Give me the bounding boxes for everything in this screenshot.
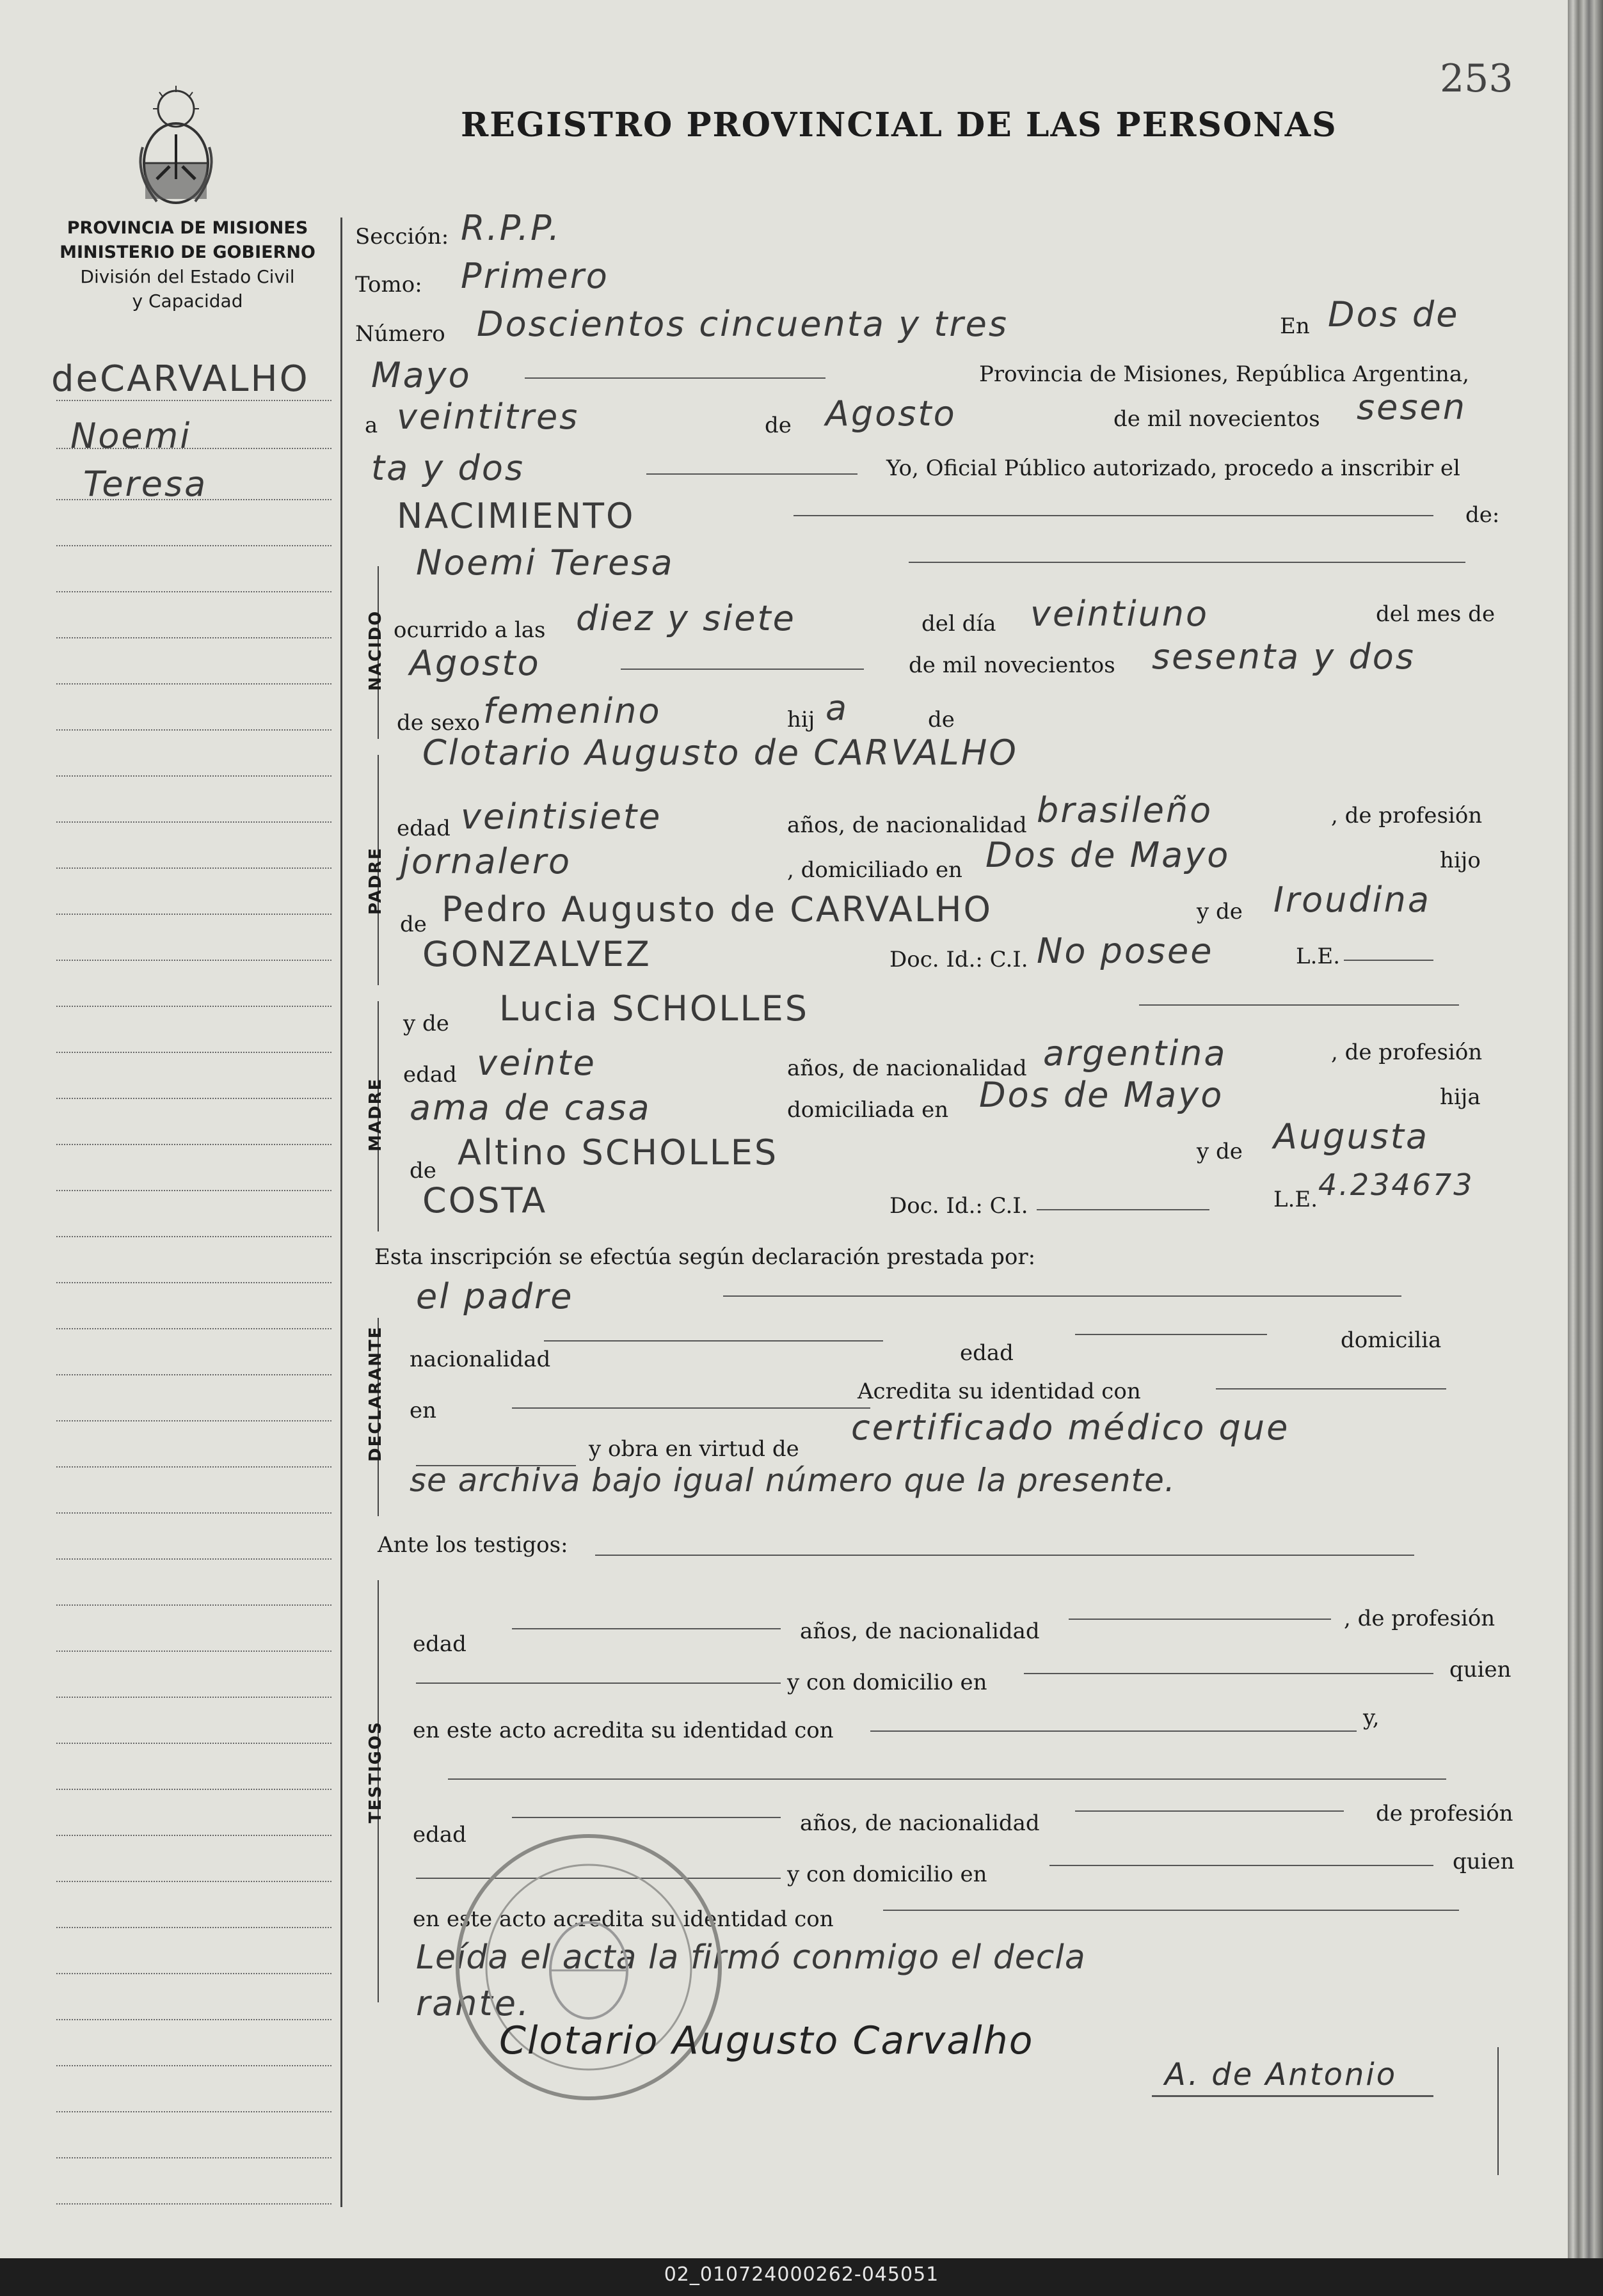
page-title: REGISTRO PROVINCIAL DE LAS PERSONAS — [461, 106, 1337, 145]
value-abuela-m-a: Augusta — [1273, 1116, 1430, 1157]
official-seal-icon — [448, 1826, 730, 2108]
margin-rule — [56, 545, 331, 546]
label-t-acredita: en este acto acredita su identidad con — [413, 1718, 834, 1743]
margin-rule — [56, 2157, 331, 2158]
coat-of-arms-icon — [131, 83, 221, 211]
value-madre-nombre: Lucia SCHOLLES — [499, 988, 809, 1029]
label-t-dom: y con domicilio en — [787, 1670, 987, 1695]
margin-rule — [56, 1052, 331, 1053]
value-lugar: Mayo — [371, 355, 472, 395]
label-de: de — [765, 413, 792, 438]
margin-rule — [56, 1466, 331, 1468]
label-t-quien: quien — [1449, 1657, 1511, 1682]
page-number: 253 — [1440, 56, 1513, 101]
value-tomo: Primero — [461, 256, 609, 296]
label-doc-id: Doc. Id.: C.I. — [889, 947, 1028, 972]
value-seccion: R.P.P. — [461, 208, 562, 248]
label-t2-prof: de profesión — [1376, 1801, 1513, 1826]
value-madre-le: 4.234673 — [1318, 1168, 1474, 1202]
margin-rule — [56, 1835, 331, 1836]
label-en-2: en — [410, 1398, 437, 1423]
value-madre-dom: Dos de Mayo — [979, 1075, 1224, 1115]
margin-rule — [56, 914, 331, 915]
value-madre-edad: veinte — [477, 1043, 596, 1083]
margin-rule — [56, 960, 331, 961]
value-declarante: el padre — [416, 1276, 574, 1317]
margin-rule — [56, 1190, 331, 1191]
label-tomo: Tomo: — [355, 272, 422, 297]
value-abuela-m-b: COSTA — [422, 1180, 548, 1221]
margin-rule — [56, 775, 331, 777]
label-del-mes-de: del mes de — [1376, 601, 1495, 627]
value-obra-b: se archiva bajo igual número que la presente. — [410, 1462, 1176, 1499]
label-de-colon: de: — [1465, 502, 1500, 528]
margin-rule — [56, 1604, 331, 1606]
label-y-de-2: y de — [403, 1011, 449, 1036]
value-sexo: femenino — [483, 691, 662, 731]
section-declarante: DECLARANTE — [366, 1326, 385, 1462]
signature-declarante: Clotario Augusto Carvalho — [499, 2018, 1034, 2063]
value-anio-a: sesen — [1357, 387, 1467, 427]
label-domicilia: domicilia — [1341, 1327, 1442, 1353]
label-t-edad: edad — [413, 1631, 467, 1657]
value-padre-prof: jornalero — [400, 841, 572, 882]
label-anos-nac: años, de nacionalidad — [787, 812, 1027, 838]
label-seccion: Sección: — [355, 224, 449, 249]
margin-rule — [56, 821, 331, 823]
margin-rule — [56, 1651, 331, 1652]
value-mes: Agosto — [825, 393, 957, 434]
value-anio-b: ta y dos — [371, 448, 525, 488]
value-cierre-a: Leída el acta la firmó conmigo el decla — [416, 1938, 1086, 1977]
margin-divider — [340, 218, 342, 2207]
authority-line-3: División del Estado Civil — [80, 266, 295, 287]
label-le: L.E. — [1296, 944, 1341, 969]
label-edad-3: edad — [960, 1340, 1014, 1366]
label-de-mil-novecientos-2: de mil novecientos — [909, 653, 1115, 678]
label-de-4: de — [410, 1158, 436, 1184]
authority-line-4: y Capacidad — [132, 290, 243, 312]
margin-rule — [56, 1743, 331, 1744]
label-a: a — [365, 413, 378, 438]
label-numero: Número — [355, 321, 445, 347]
margin-rule — [56, 729, 331, 731]
label-t2-edad: edad — [413, 1822, 467, 1848]
margin-rule — [56, 867, 331, 869]
label-y-de: y de — [1197, 899, 1243, 924]
section-nacido: NACIDO — [366, 610, 385, 691]
value-dia-nac: veintiuno — [1030, 594, 1209, 634]
margin-rule — [56, 1512, 331, 1514]
authority-line-2: MINISTERIO DE GOBIERNO — [60, 242, 315, 262]
value-numero: Doscientos cincuenta y tres — [477, 304, 1009, 344]
margin-rule — [56, 683, 331, 685]
margin-surname: deCARVALHO — [51, 358, 310, 400]
label-edad-2: edad — [403, 1062, 457, 1088]
margin-rule — [56, 1789, 331, 1790]
label-de-3: de — [400, 912, 427, 937]
label-t2-quien: quien — [1453, 1849, 1515, 1874]
margin-rule — [56, 1328, 331, 1329]
margin-rule — [56, 448, 331, 449]
value-padre-dom: Dos de Mayo — [985, 835, 1231, 875]
label-t2-dom: y con domicilio en — [787, 1862, 987, 1887]
margin-rule — [56, 1236, 331, 1237]
label-de-profesion: , de profesión — [1331, 803, 1483, 828]
label-provincia: Provincia de Misiones, República Argentina, — [979, 361, 1469, 387]
label-de-mil-novecientos: de mil novecientos — [1113, 406, 1320, 432]
value-obra-a: certificado médico que — [851, 1407, 1290, 1448]
margin-name-2: Teresa — [83, 464, 208, 504]
label-obra: y obra en virtud de — [589, 1436, 799, 1462]
label-ante: Ante los testigos: — [378, 1532, 568, 1558]
margin-rule — [56, 2065, 331, 2066]
margin-rule — [56, 1006, 331, 1007]
margin-rule — [56, 591, 331, 592]
label-t2-anos: años, de nacionalidad — [800, 1810, 1040, 1836]
margin-rule — [56, 637, 331, 638]
value-padre-nombre: Clotario Augusto de CARVALHO — [422, 732, 1018, 773]
margin-rule — [56, 1374, 331, 1375]
value-acto: NACIMIENTO — [397, 496, 635, 536]
label-hija: hija — [1440, 1084, 1481, 1110]
margin-rule — [56, 1697, 331, 1698]
label-hijo: hijo — [1440, 848, 1481, 873]
label-anos-nac-2: años, de nacionalidad — [787, 1056, 1027, 1081]
section-testigos: TESTIGOS — [366, 1721, 385, 1823]
label-t-prof: , de profesión — [1344, 1606, 1495, 1631]
margin-rule — [56, 2111, 331, 2112]
label-ocurrido: ocurrido a las — [394, 617, 546, 643]
label-t-anos: años, de nacionalidad — [800, 1619, 1040, 1644]
label-de-2: de — [928, 707, 955, 732]
value-abuela-p-b: GONZALVEZ — [422, 934, 651, 974]
label-le-2: L.E. — [1273, 1187, 1318, 1212]
label-yo-oficial: Yo, Oficial Público autorizado, procedo a inscribir el — [886, 455, 1460, 481]
margin-rule — [56, 1881, 331, 1882]
book-page-edges — [1568, 0, 1603, 2258]
value-nombre: Noemi Teresa — [416, 542, 674, 583]
margin-rule — [56, 2203, 331, 2205]
label-de-profesion-2: , de profesión — [1331, 1040, 1483, 1065]
label-del-dia: del día — [921, 611, 996, 637]
value-mes-nac: Agosto — [410, 643, 541, 683]
value-abuela-p-a: Iroudina — [1273, 880, 1431, 920]
label-de-sexo: de sexo — [397, 710, 480, 736]
label-t-y: y, — [1363, 1705, 1380, 1730]
value-anio-nac: sesenta y dos — [1152, 637, 1416, 677]
label-en: En — [1280, 313, 1310, 339]
value-en: Dos de — [1328, 294, 1460, 335]
value-madre-nac: argentina — [1043, 1033, 1227, 1073]
label-t2-acredita: en este acto acredita su identidad con — [413, 1906, 834, 1932]
label-nacionalidad: nacionalidad — [410, 1347, 551, 1372]
margin-rule — [56, 400, 331, 401]
margin-rule — [56, 1144, 331, 1145]
label-doc-id-2: Doc. Id.: C.I. — [889, 1193, 1028, 1219]
signature-oficial: A. de Antonio — [1165, 2057, 1398, 2093]
image-id-label: 02_010724000262-045051 — [664, 2263, 939, 2286]
value-abuelo-m: Altino SCHOLLES — [458, 1132, 779, 1173]
label-hij: hij — [787, 707, 815, 732]
label-acredita: Acredita su identidad con — [857, 1379, 1141, 1404]
label-y-de-3: y de — [1197, 1139, 1243, 1164]
value-madre-prof: ama de casa — [410, 1088, 651, 1128]
section-madre: MADRE — [366, 1077, 385, 1152]
margin-rule — [56, 1558, 331, 1560]
margin-rule — [56, 2019, 331, 2020]
label-inscripcion: Esta inscripción se efectúa según declaración prestada por: — [374, 1244, 1036, 1270]
value-padre-edad: veintisiete — [461, 796, 662, 837]
issuing-authority — [56, 216, 319, 313]
margin-rule — [56, 1282, 331, 1283]
label-domiciliado: , domiciliado en — [787, 857, 962, 883]
value-dia: veintitres — [397, 397, 580, 437]
label-edad: edad — [397, 816, 451, 841]
margin-rule — [56, 499, 331, 500]
label-domiciliada: domiciliada en — [787, 1097, 949, 1123]
value-padre-nac: brasileño — [1037, 790, 1213, 830]
value-abuelo-p: Pedro Augusto de CARVALHO — [442, 889, 993, 930]
value-padre-ci: No posee — [1037, 931, 1214, 971]
value-hij-suffix: a — [825, 688, 849, 728]
margin-rule — [56, 1973, 331, 1974]
value-cierre-b: rante. — [416, 1983, 531, 2023]
margin-name-1: Noemi — [70, 416, 192, 456]
margin-rule — [56, 1420, 331, 1421]
authority-line-1: PROVINCIA DE MISIONES — [67, 218, 308, 238]
value-hora: diez y siete — [576, 598, 796, 638]
margin-rule — [56, 1927, 331, 1928]
section-padre: PADRE — [366, 846, 385, 915]
margin-rule — [56, 1098, 331, 1099]
